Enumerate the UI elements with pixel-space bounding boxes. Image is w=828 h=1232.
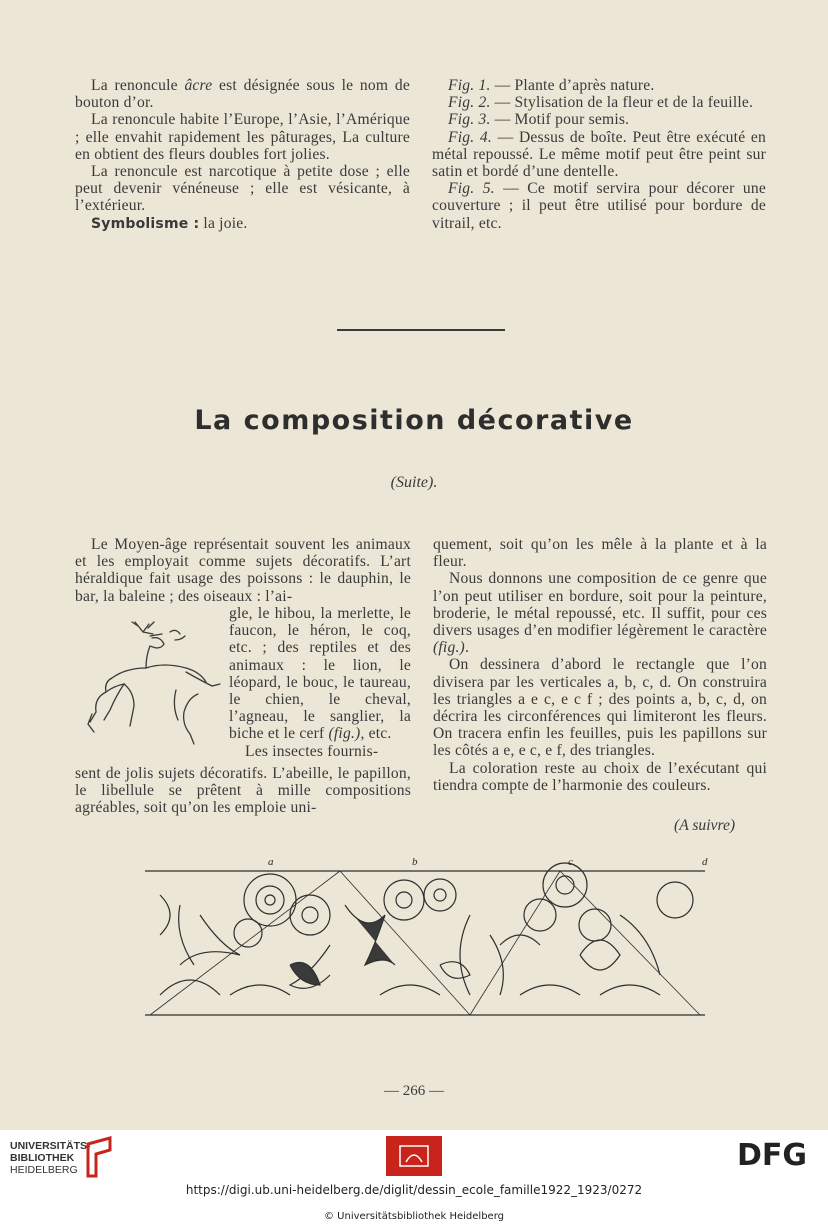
emblem-icon (386, 1136, 442, 1176)
paragraph: Le Moyen-âge représentait souvent les animaux et les employait comme sujets décoratifs. L’art héraldique fait usage des poissons : le dauphin, le bar, la baleine ; des oiseaux : l’ai- (75, 536, 411, 605)
heidelberg-logo-icon (82, 1136, 116, 1178)
caption-fig3: Fig. 3. — Motif pour semis. (448, 111, 630, 129)
paragraph: La coloration reste au choix de l’exécutant qui tiendra compte de l’harmonie des couleurs. (433, 759, 767, 794)
figure-captions (432, 77, 766, 232)
frieze-label-c: c (568, 856, 573, 868)
paragraph: La renoncule âcre est désignée sous le nom de bouton d’or. (75, 77, 410, 112)
animals-wrap-text (229, 605, 411, 760)
deer-illustration (80, 610, 225, 750)
to-be-continued: (A suivre) (674, 817, 736, 834)
caption-fig2: Fig. 2. — Stylisation de la fleur et de la feuille. (448, 94, 754, 112)
paragraph: gle, le hibou, la merlette, le faucon, le héron, le coq, etc. ; des reptiles et des animaux : le lion, le léopard, le bouc, le taureau, le chien, le cheval, l’agneau, le sanglier, la biche et le cerf (fig.), etc. (229, 605, 411, 743)
paragraph: La renoncule habite l’Europe, l’Asie, l’Amérique ; elle envahit rapidement les pâturages, La culture en obtient des fleurs doubles fort jolies. (75, 111, 410, 163)
frieze-label-d: d (702, 856, 708, 868)
paragraph: Les insectes fournis- (245, 742, 379, 760)
paragraph: On dessinera d’abord le rectangle que l’on divisera par les verticales a, b, c, d. On construira les triangles a e c, e c f ; des points a, b, c, d, on décrira les circonférences qui limiteront les fleurs. On tracera enfin les feuilles, puis les papillons sur les côtés a e, e c, e f, des triangles. (433, 656, 767, 760)
digital-library-logo[interactable] (386, 1136, 442, 1176)
frieze-label-a: a (268, 856, 274, 868)
article-subtitle: (Suite). (390, 474, 438, 491)
insects-text (75, 765, 411, 817)
footer-line: HEIDELBERG (10, 1164, 78, 1176)
dfg-logo: DFG (737, 1138, 808, 1173)
frieze-label-b: b (412, 856, 418, 868)
footer-line: UNIVERSITÄTS- (10, 1140, 91, 1152)
page-number: — 266 — (384, 1083, 444, 1099)
caption-fig1: Fig. 1. — Plante d’après nature. (448, 77, 655, 94)
permalink[interactable]: https://digi.ub.uni-heidelberg.de/diglit/dessin_ecole_famille1922_1923/0272 (185, 1183, 643, 1197)
moyen-age-intro (75, 536, 411, 605)
section-divider (337, 329, 505, 331)
composition-instructions (433, 536, 767, 794)
paragraph: sent de jolis sujets décoratifs. L’abeille, le papillon, le libellule se prêtent à mille compositions agréables, soit qu’on les emploie uni- (75, 765, 411, 817)
paragraph: Nous donnons une composition de ce genre que l’on peut utiliser en bordure, soit pour la peinture, broderie, le métal repoussé, etc. Il suffit, pour ces divers usages d’en modifier légèrement le caractère (fig.). (433, 570, 767, 657)
caption-fig4: Fig. 4. — Dessus de boîte. Peut être exécuté en métal repoussé. Le même motif peut être peint sur satin et bordé d’une dentelle. (432, 128, 767, 181)
article-title: La composition décorative (194, 405, 634, 436)
symbolism-line: Symbolisme : la joie. (91, 214, 248, 232)
caption-fig5: Fig. 5. — Ce motif servira pour décorer une couverture ; il peut être utilisé pour bordure de vitrail, etc. (432, 180, 766, 232)
university-library-name (10, 1140, 91, 1176)
copyright-notice: © Universitätsbibliothek Heidelberg (323, 1211, 504, 1222)
paragraph: La renoncule est narcotique à petite dose ; elle peut devenir vénéneuse ; elle est vésicante, à l’extérieur. (75, 163, 410, 215)
paragraph: quement, soit qu’on les mêle à la plante et à la fleur. (433, 536, 767, 571)
decorative-frieze-illustration (140, 855, 710, 1025)
renoncule-column (75, 77, 410, 233)
footer-line: BIBLIOTHEK (10, 1152, 75, 1164)
